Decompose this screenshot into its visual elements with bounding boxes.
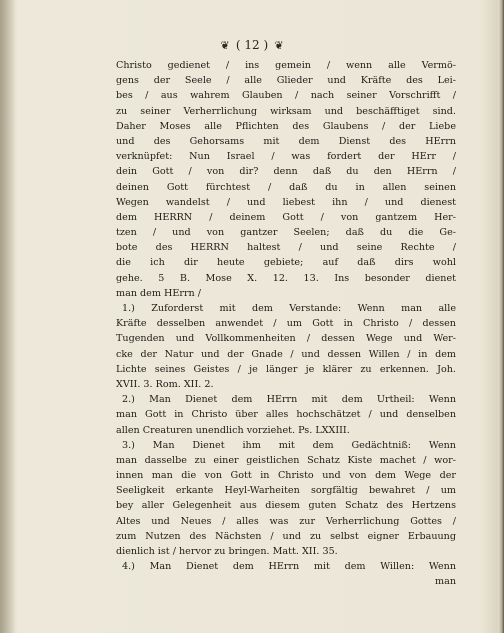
- gutter-shadow: [0, 0, 16, 633]
- text-line: Tugenden und Vollkommenheiten / dessen Wege und Wer-: [116, 333, 456, 345]
- text-line: dienlich ist / hervor zu bringen. Matt. XII. 35.: [116, 546, 338, 557]
- text-line: dem HERRN / deinem Gott / von gantzem Her-: [116, 211, 456, 223]
- text-line: deinen Gott fürchtest / daß du in allen seinen: [116, 181, 456, 193]
- paragraph-1-start: 1.) Zuforderst mit dem Verstande: Wenn man alle: [122, 303, 456, 314]
- page-header: [0, 38, 504, 52]
- text-line: tzen / und von gantzer Seelen; daß du die Ge-: [116, 227, 456, 239]
- paragraph-3-start: 3.) Man Dienet ihm mit dem Gedächtniß: Wenn: [122, 439, 456, 451]
- text-line: bes / aus wahrem Glauben / nach seiner Vorschrifft /: [116, 90, 456, 102]
- text-line: allen Creaturen unendlich vorziehet. Ps. LXXIII.: [116, 424, 350, 436]
- ornament-left-icon: ❦: [220, 39, 230, 52]
- text-line: bey aller Gelegenheit aus diesem guten Schatz des Hertzens: [116, 500, 456, 512]
- text-line: Kräfte desselben anwendet / um Gott in Christo / dessen: [116, 318, 456, 330]
- catchword: man: [435, 576, 456, 588]
- page-edge: [498, 0, 504, 633]
- text-line: und des Gehorsams mit dem Dienst des HErrn: [116, 135, 456, 147]
- text-line: man dasselbe zu einer geistlichen Schatz Kiste machet / wor-: [116, 454, 456, 466]
- text-line: Altes und Neues / alles was zur Verherrlichung Gottes /: [116, 515, 456, 527]
- text-line: die ich dir heute gebiete; auf daß dirs wohl: [116, 257, 456, 269]
- text-line: Lichte seines Geistes / je länger je klärer zu erkennen. Joh.: [116, 363, 456, 375]
- text-line: bote des HERRN haltest / und seine Rechte /: [116, 242, 456, 254]
- body-text: [116, 58, 456, 590]
- text-line: zum Nutzen des Nächsten / und zu selbst eigner Erbauung: [116, 530, 456, 542]
- ornament-right-icon: ❦: [274, 39, 284, 52]
- text-line: Seeligkeit erkante Heyl-Warheiten sorgfältig bewahret / um: [116, 485, 456, 497]
- paragraph-4-start: 4.) Man Dienet dem HErrn mit dem Willen: Wenn: [122, 561, 456, 573]
- text-line: man Gott in Christo über alles hochschätzet / und denselben: [116, 409, 456, 421]
- text-line: gens der Seele / alle Glieder und Kräfte des Lei-: [116, 75, 456, 87]
- paragraph-2-start: 2.) Man Dienet dem HErrn mit dem Urtheil: Wenn: [122, 394, 456, 406]
- text-line: gehe. 5 B. Mose X. 12. 13. Ins besonder dienet: [116, 272, 456, 284]
- text-line: Daher Moses alle Pflichten des Glaubens / der Liebe: [116, 120, 456, 132]
- text-line: Christo gedienet / ins gemein / wenn alle Vermö-: [116, 60, 456, 71]
- text-line: cke der Natur und der Gnade / und dessen Willen / in dem: [116, 348, 456, 360]
- text-line: Wegen wandelst / und liebest ihn / und dienest: [116, 196, 456, 208]
- text-line: innen man die von Gott in Christo und von dem Wege der: [116, 470, 456, 482]
- text-line: man dem HErrn /: [116, 287, 202, 299]
- page-number: ( 12 ): [235, 38, 269, 52]
- text-line: zu seiner Verherrlichung wirksam und beschäfftiget sind.: [116, 105, 456, 117]
- text-line: XVII. 3. Rom. XII. 2.: [116, 378, 214, 390]
- text-line: verknüpfet: Nun Israel / was fordert der HErr /: [116, 151, 456, 163]
- text-line: dein Gott / von dir? denn daß du den HErrn /: [116, 166, 456, 178]
